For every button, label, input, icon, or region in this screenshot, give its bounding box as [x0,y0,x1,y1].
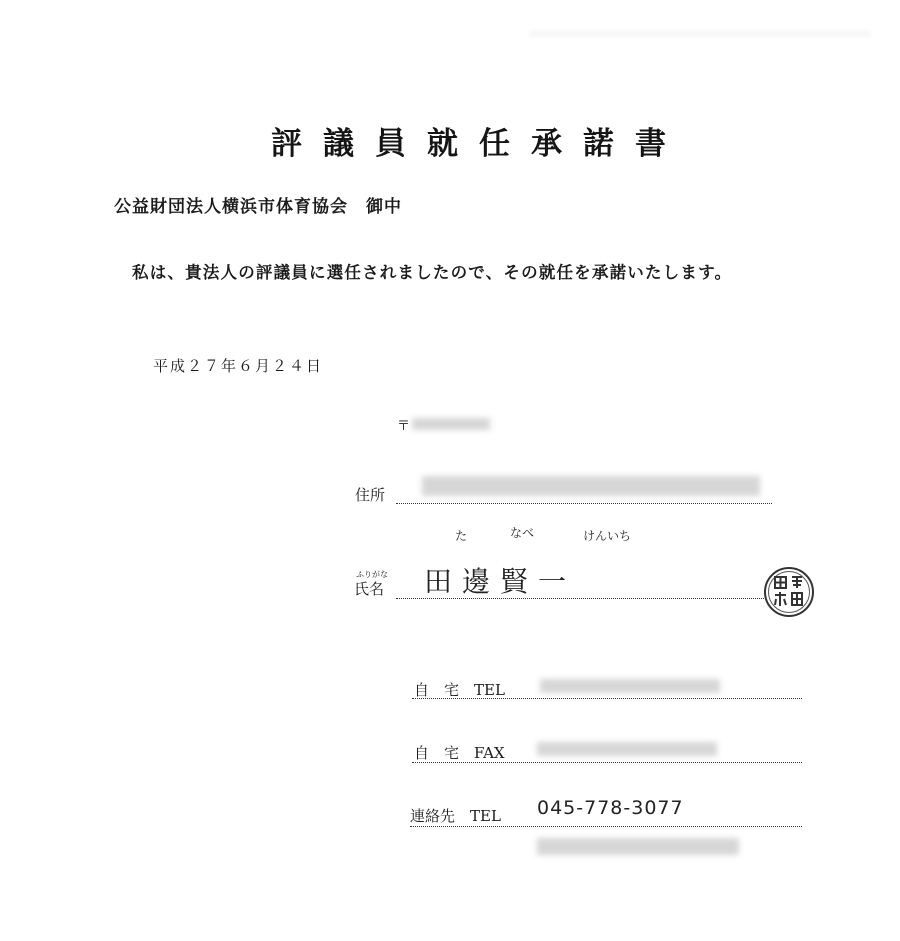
redacted-contact-extra [537,838,739,855]
home-tel-label: 自 宅 TEL [414,681,505,699]
address-label: 住所 [355,486,386,504]
name-label: 氏名 [354,580,385,598]
redacted-address [422,476,760,496]
home-tel-line [412,698,802,699]
document-date: 平成２７年６月２４日 [153,357,324,375]
reading-part-3: けんいち [583,529,632,543]
recipient-line: 公益財団法人横浜市体育協会 御中 [114,197,402,217]
reading-part-1: た [455,529,468,543]
contact-tel-label: 連絡先 TEL [410,807,501,825]
home-fax-label: 自 宅 FAX [414,744,505,762]
contact-tel-value: 045-778-3077 [537,797,684,819]
scan-artifact [530,32,870,35]
acceptance-statement: 私は、貴法人の評議員に選任されましたので、その就任を承諾いたします。 [132,263,733,282]
handwritten-name: 田邊賢一 [424,565,577,598]
furigana-label: ふりがな [356,570,388,579]
document-title: 評議員就任承諾書 [271,126,687,162]
redacted-home-fax [537,742,717,756]
personal-seal-stamp [762,565,816,619]
redacted-postal-code [412,418,490,430]
contact-tel-line [410,826,802,827]
redacted-home-tel [540,679,720,693]
postal-mark: 〒 [397,419,411,434]
reading-part-2: なべ [510,526,535,540]
address-line [396,503,772,504]
home-fax-line [412,762,802,763]
